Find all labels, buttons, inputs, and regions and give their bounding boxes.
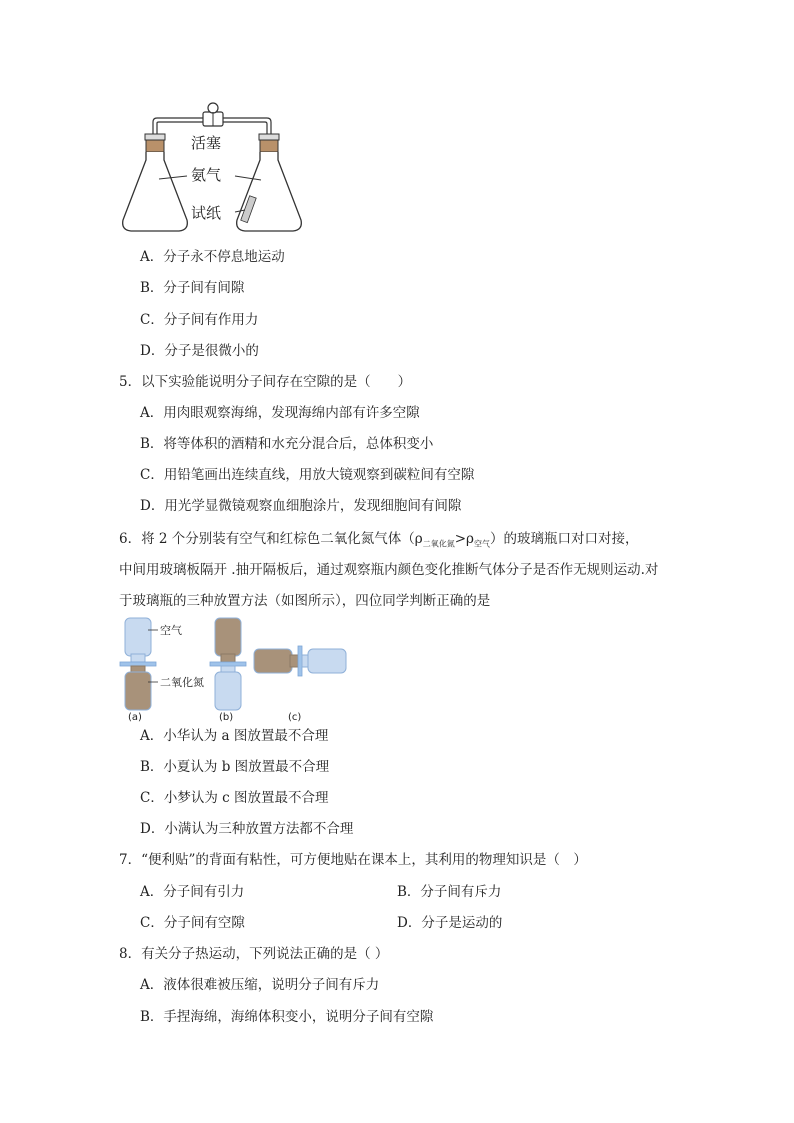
- q5-option-d: D．用光学显微镜观察血细胞涂片，发现细胞间有间隙: [140, 498, 462, 514]
- q7-stem: 7．“便利贴”的背面有粘性，可方便地贴在课本上，其利用的物理知识是（ ）: [119, 852, 587, 868]
- q5-option-c: C．用铅笔画出连续直线，用放大镜观察到碳粒间有空隙: [140, 467, 475, 483]
- q6-stem-text1: 6．将 2 个分别装有空气和红棕色二氧化氮气体（ρ: [119, 531, 423, 547]
- q5-option-a: A．用肉眼观察海绵，发现海绵内部有许多空隙: [140, 405, 420, 421]
- q7-option-a: A．分子间有引力: [140, 884, 245, 900]
- no2-label: 二氧化氮: [160, 676, 204, 689]
- q5-stem: 5．以下实验能说明分子间存在空隙的是（ ）: [119, 374, 412, 390]
- q4-option-d: D．分子是很微小的: [140, 343, 259, 359]
- q7-option-c: C．分子间有空隙: [140, 915, 245, 931]
- air-label: 空气: [160, 624, 182, 637]
- q8-option-a: A．液体很难被压缩，说明分子间有斥力: [140, 977, 380, 993]
- test-paper-label: 试纸: [191, 204, 222, 222]
- bottle-b: [210, 618, 246, 710]
- q6-stem-line3: 于玻璃瓶的三种放置方法（如图所示），四位同学判断正确的是: [119, 593, 491, 609]
- caption-c: (c): [288, 712, 302, 723]
- bottle-arrangement-figure: [118, 616, 348, 724]
- q6-sub-air: 空气: [473, 539, 490, 549]
- q5-option-b: B．将等体积的酒精和水充分混合后，总体积变小: [140, 436, 434, 452]
- q6-option-c: C．小梦认为 c 图放置最不合理: [140, 790, 329, 806]
- q6-option-d: D．小满认为三种放置方法都不合理: [140, 821, 354, 837]
- ammonia-flask-figure: [115, 98, 315, 238]
- q7-option-b: B．分子间有斥力: [397, 884, 502, 900]
- q6-sub-no2: 二氧化氮: [422, 539, 455, 549]
- q6-stem-line1: [119, 530, 638, 554]
- bottle-c: [254, 646, 346, 676]
- q6-stem-mid: >ρ: [454, 531, 474, 547]
- q4-option-c: C．分子间有作用力: [140, 312, 259, 328]
- q4-option-b: B．分子间有间隙: [140, 280, 245, 296]
- q6-stem-line2: 中间用玻璃板隔开 .抽开隔板后，通过观察瓶内颜色变化推断气体分子是否作无规则运动.对: [119, 562, 659, 578]
- q8-option-b: B．手捏海绵，海绵体积变小，说明分子间有空隙: [140, 1009, 434, 1025]
- q7-option-d: D．分子是运动的: [397, 915, 503, 931]
- caption-a: (a): [128, 712, 142, 723]
- bottle-a: [120, 618, 158, 710]
- q4-option-a: A．分子永不停息地运动: [140, 249, 285, 265]
- ammonia-label: 氨气: [191, 166, 222, 184]
- q8-stem: 8．有关分子热运动，下列说法正确的是（ ）: [119, 946, 389, 962]
- q6-stem-text1-end: ）的玻璃瓶口对口对接，: [489, 531, 639, 547]
- valve-label: 活塞: [191, 134, 222, 152]
- q6-option-a: A．小华认为 a 图放置最不合理: [140, 728, 329, 744]
- q6-option-b: B．小夏认为 b 图放置最不合理: [140, 759, 330, 775]
- caption-b: (b): [219, 712, 234, 723]
